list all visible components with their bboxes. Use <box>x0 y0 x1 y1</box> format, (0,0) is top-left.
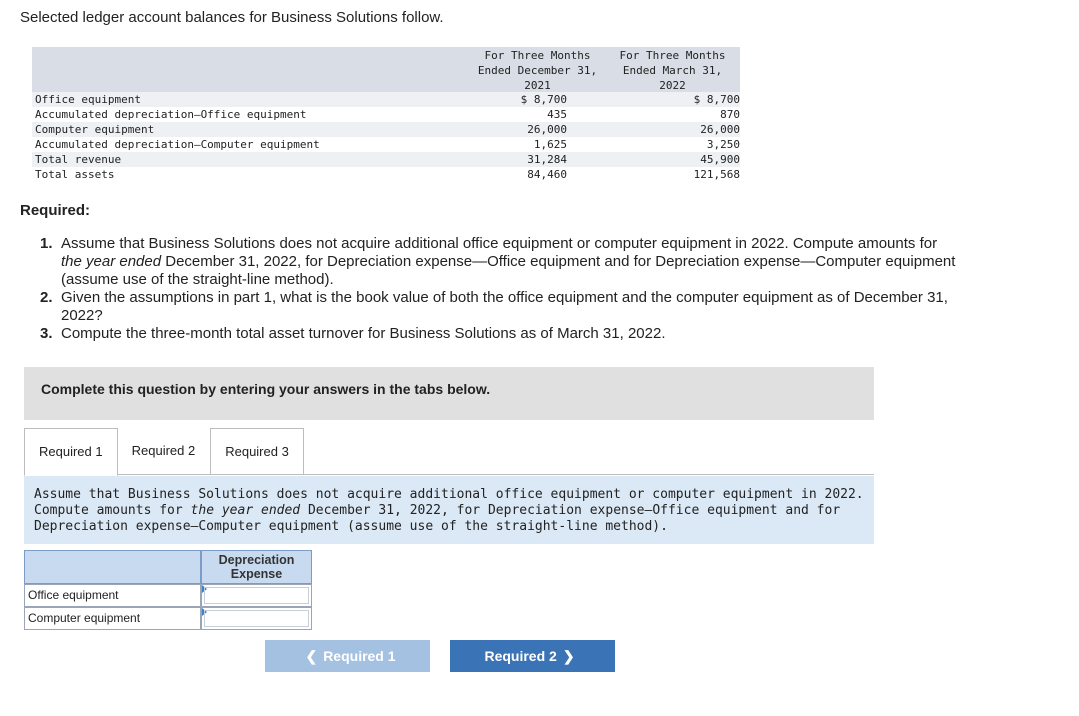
answer-table-corner <box>24 550 201 584</box>
depreciation-expense-header: Depreciation Expense <box>201 550 312 584</box>
requirement-item: 1. Assume that Business Solutions does not acquire additional office equipment or computer equipment in 2022. Compute amounts for the year ended December 31, 2022, for Depreciation expense—Office equipment and for Depreciation expense—Computer equipment (assume use of the straight-line method). <box>40 235 956 288</box>
ledger-row: Total assets 84,460 121,568 <box>35 168 740 181</box>
intro-text: Selected ledger account balances for Business Solutions follow. <box>20 9 444 26</box>
tab-required-1[interactable]: Required 1 <box>24 428 118 476</box>
office-equipment-label: Office equipment <box>24 584 201 607</box>
ledger-row: Computer equipment 26,000 26,000 <box>32 122 740 137</box>
tab-required-3[interactable]: Required 3 <box>210 428 304 474</box>
computer-equipment-depreciation-input[interactable] <box>201 607 312 630</box>
requirements-list <box>40 235 960 343</box>
col-header-mar-2022: For Three Months Ended March 31, 2022 <box>619 49 726 92</box>
next-button[interactable]: Required 2 ❯ <box>450 640 615 672</box>
required-heading: Required: <box>20 202 91 219</box>
requirement-item: 2. Given the assumptions in part 1, what is the book value of both the office equipment and the computer equipment as of December 31, 2022? <box>40 289 948 324</box>
tab-divider <box>117 474 874 475</box>
complete-prompt-banner: Complete this question by entering your answers in the tabs below. <box>24 367 874 420</box>
ledger-header <box>32 47 740 92</box>
prev-button[interactable]: ❮ Required 1 <box>265 640 430 672</box>
ledger-row: Office equipment $ 8,700 $ 8,700 <box>32 92 740 107</box>
office-equipment-depreciation-input[interactable] <box>201 584 312 607</box>
chevron-right-icon: ❯ <box>562 648 575 664</box>
tab-bar <box>24 428 304 475</box>
ledger-row: Accumulated depreciation—Computer equipment 1,625 3,250 <box>35 138 740 151</box>
ledger-row: Total revenue 31,284 45,900 <box>32 152 740 167</box>
computer-equipment-label: Computer equipment <box>24 607 201 630</box>
tab-instruction: Assume that Business Solutions does not acquire additional office equipment or computer equipment in 2022. Compute amounts for the year ended December 31, 2022, for Depreciation expense—Office equipment and for Depreciation expense—Computer equipment (assume use of the straight-line method). <box>24 476 874 544</box>
ledger-table <box>32 47 740 182</box>
chevron-left-icon: ❮ <box>305 648 318 664</box>
requirement-item: 3. Compute the three-month total asset turnover for Business Solutions as of March 31, 2022. <box>40 325 666 342</box>
ledger-row: Accumulated depreciation—Office equipment 435 870 <box>35 108 740 121</box>
tab-required-2[interactable]: Required 2 <box>131 443 196 458</box>
col-header-dec-2021: For Three Months Ended December 31, 2021 <box>477 49 598 92</box>
